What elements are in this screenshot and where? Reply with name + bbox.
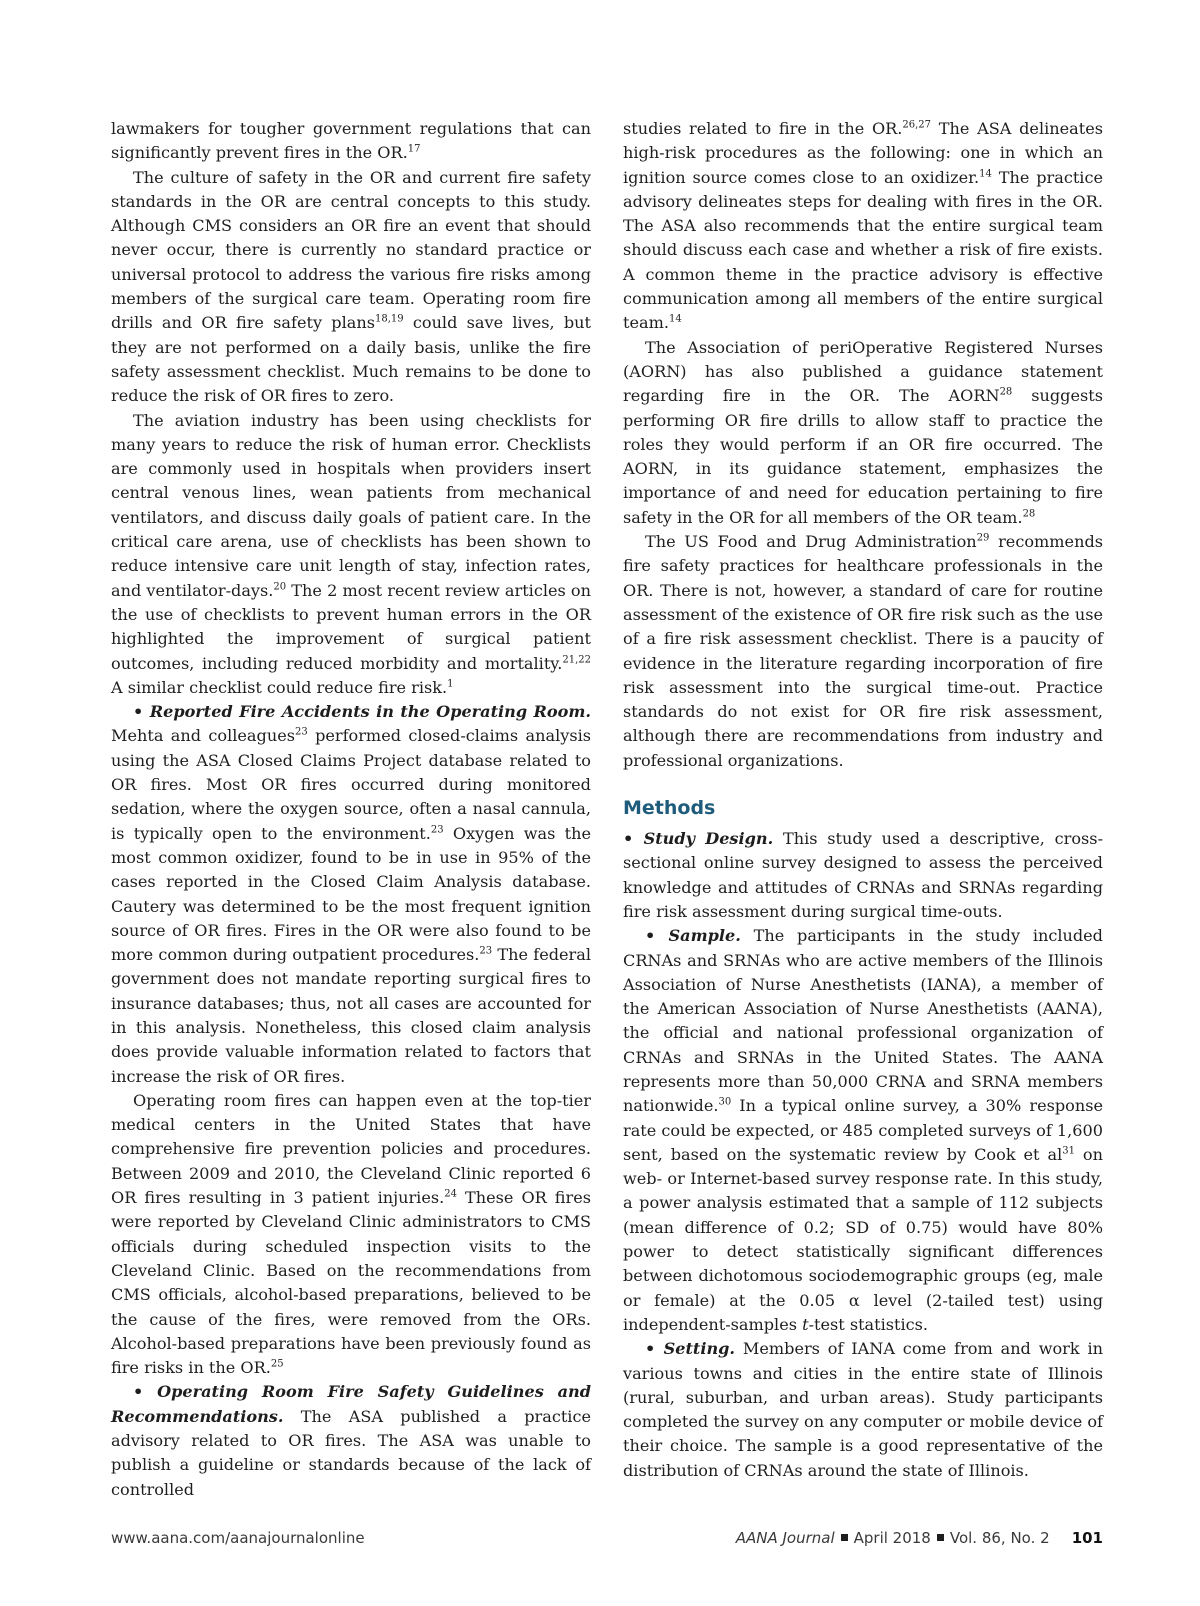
citation: 1 [447, 678, 454, 690]
citation: 18,19 [374, 314, 404, 326]
text: The participants in the study included CRNAs and SRNAs who are active members of the Illinois Association of Nurse Anesthetists (IANA), a member of the American Association of Nurse Anesthetists (AANA), the official and national professional organization of CRNAs and SRNAs in the United States. The AANA represents more than 50,000 CRNA and SRNA members nationwide. [623, 926, 1103, 1116]
citation: 25 [270, 1358, 284, 1370]
citation: 28 [999, 386, 1013, 398]
citation: 31 [1062, 1145, 1075, 1157]
citation: 26,27 [902, 119, 932, 131]
text: studies related to fire in the OR. [623, 119, 903, 138]
paragraph [111, 1380, 591, 1501]
citation: 17 [407, 143, 421, 155]
citation: 14 [979, 168, 992, 180]
citation: 20 [273, 581, 287, 593]
section-heading: Methods [623, 797, 716, 820]
text: Mehta and colleagues [111, 726, 295, 746]
text: recommends fire safety practices for healthcare professionals in the OR. There is not, however, a standard of care for routine assessment of the existence of OR fire risk such as the use of a fire risk assessment checklist. There is a paucity of evidence in the literature regarding incorporation of fire risk assessment into the surgical time-out. Practice standards do not exist for OR fire risk assessment, although there are recommendations from industry and professional organizations. [623, 532, 1104, 770]
text: could save lives, but they are not performed on a daily basis, unlike the fire safety assessment checklist. Much remains to be done to reduce the risk of OR fires to zero. [111, 313, 591, 406]
subsection-heading: • Study Design. [623, 829, 774, 849]
citation: 30 [718, 1096, 732, 1108]
citation: 23 [479, 945, 493, 957]
citation: 21,22 [562, 654, 591, 666]
paragraph [111, 117, 591, 166]
page-number: 101 [1071, 1529, 1103, 1547]
text: on web- or Internet-based survey response rate. In this study, a power analysis estimated that a sample of 112 subjects (mean difference of 0.2; SD of 0.75) would have 80% power to detect statistically significant differences between dichotomous sociodemographic groups (eg, male or female) at the 0.05 α level (2-tailed test) using independent-samples [623, 1144, 1103, 1334]
journal-citation [736, 1529, 1103, 1547]
subsection-heading: • Sample. [645, 926, 741, 946]
page-footer [111, 1529, 1103, 1553]
citation: 29 [976, 532, 990, 544]
right-column [623, 117, 1103, 1483]
text: suggests performing OR fire drills to allow staff to practice the roles they would perform if an OR fire occurred. The AORN, in its guidance statement, emphasizes the importance of and need for education pertaining to fire safety in the OR for all members of the OR team. [623, 386, 1103, 527]
text: Oxygen was the most common oxidizer, found to be in use in 95% of the cases reported in the Closed Claim Analysis database. Cautery was determined to be the most frequent ignition source of OR fires. Fires in the OR were also found to be more common during outpatient procedures. [111, 823, 591, 965]
paragraph [111, 166, 591, 409]
italic-symbol: t [802, 1314, 809, 1334]
paragraph [623, 117, 1103, 336]
text: The ASA published a practice advisory related to OR fires. The ASA was unable to publish a guideline or standards because of the lack of controlled [111, 1406, 591, 1499]
text: The 2 most recent review articles on the use of checklists to prevent human errors in the OR highlighted the improvement of surgical patient outcomes, including reduced morbidity and mortality. [111, 580, 591, 673]
text: The ASA delineates high-risk procedures as the following: one in which an ignition source comes close to an oxidizer. [623, 119, 1103, 187]
text: The US Food and Drug Administration [645, 532, 977, 552]
text: Members of IANA come from and work in various towns and cities in the entire state of Illinois (rural, suburban, and urban areas). Study participants completed the survey on any computer or mobile device of their choice. The sample is a good representative of the distribution of CRNAs around the state of Illinois. [623, 1339, 1103, 1480]
citation: 24 [444, 1188, 457, 1200]
text: -test statistics. [808, 1314, 929, 1334]
left-column [111, 117, 591, 1502]
paragraph [623, 336, 1103, 530]
citation: 23 [294, 727, 308, 739]
journal-url-link[interactable]: www.aana.com/aanajournalonline [111, 1529, 365, 1547]
text: These OR fires were reported by Cleveland Clinic administrators to CMS officials during scheduled inspection visits to the Cleveland Clinic. Based on the recommendations from CMS officials, alcohol-based preparations, believed to be the cause of the fires, were removed from the ORs. Alcohol-based preparations have been previously found as fire risks in the OR. [111, 1188, 592, 1378]
paragraph [623, 530, 1103, 773]
text: A similar checklist could reduce fire risk. [111, 677, 448, 697]
paragraph [623, 924, 1103, 1337]
text: performed closed-claims analysis using the ASA Closed Claims Project database related to OR fires. Most OR fires occurred during monitored sedation, where the oxygen source, often a nasal cannula, is typically open to the environment. [111, 726, 591, 843]
text: This study used a descriptive, cross-sectional online survey designed to assess the perceived knowledge and attitudes of CRNAs and SRNAs regarding fire risk assessment during surgical time-outs. [623, 829, 1104, 921]
citation: 14 [668, 314, 682, 326]
text: The culture of safety in the OR and current fire safety standards in the OR are central concepts to this study. Although CMS considers an OR fire an event that should never occur, there is currently no standard practice or universal protocol to address the various fire risks among members of the surgical care team. Operating room fire drills and OR fire safety plans [111, 167, 591, 333]
journal-name: AANA Journal [735, 1529, 835, 1547]
citation: 23 [430, 824, 444, 836]
citation: 28 [1022, 508, 1036, 520]
volume-issue: Vol. 86, No. 2 [949, 1529, 1050, 1547]
square-bullet-icon [841, 1534, 848, 1541]
paragraph [623, 827, 1103, 924]
issue-date: April 2018 [853, 1529, 931, 1547]
text: The Association of periOperative Registered Nurses (AORN) has also published a guidance statement regarding fire in the OR. The AORN [623, 337, 1103, 406]
paragraph [111, 409, 591, 701]
text: Operating room fires can happen even at the top-tier medical centers in the United States that have comprehensive fire prevention policies and procedures. Between 2009 and 2010, the Cleveland Clinic reported 6 OR fires resulting in 3 patient injuries. [111, 1090, 591, 1208]
square-bullet-icon [937, 1534, 944, 1541]
subsection-heading: • Setting. [645, 1339, 736, 1359]
subsection-heading: • Reported Fire Accidents in the Operating Room. [133, 702, 591, 722]
paragraph [111, 1089, 591, 1381]
subsection-heading: • Operating Room Fire Safety Guidelines and Recommendations. [111, 1382, 591, 1426]
text: The practice advisory delineates steps for dealing with fires in the OR. The ASA also recommends that the entire surgical team should discuss each case and whether a risk of fire exists. A common theme in the practice advisory is effective communication among all members of the entire surgical team. [623, 167, 1103, 333]
paragraph [111, 700, 591, 1089]
paragraph [623, 1337, 1103, 1483]
text: In a typical online survey, a 30% response rate could be expected, or 485 completed surveys of 1,600 sent, based on the systematic review by Cook et al [623, 1096, 1103, 1164]
text: lawmakers for tougher government regulations that can significantly prevent fires in the OR. [111, 119, 591, 163]
text: The aviation industry has been using checklists for many years to reduce the risk of human error. Checklists are commonly used in hospitals when providers insert central venous lines, wean patients from mechanical ventilators, and discuss daily goals of patient care. In the critical care arena, use of checklists has been shown to reduce intensive care unit length of stay, infection rates, and ventilator-days. [111, 410, 591, 600]
text: The federal government does not mandate reporting surgical fires to insurance databases; thus, not all cases are accounted for in this analysis. Nonetheless, this closed claim analysis does provide valuable information related to factors that increase the risk of OR fires. [111, 945, 591, 1086]
